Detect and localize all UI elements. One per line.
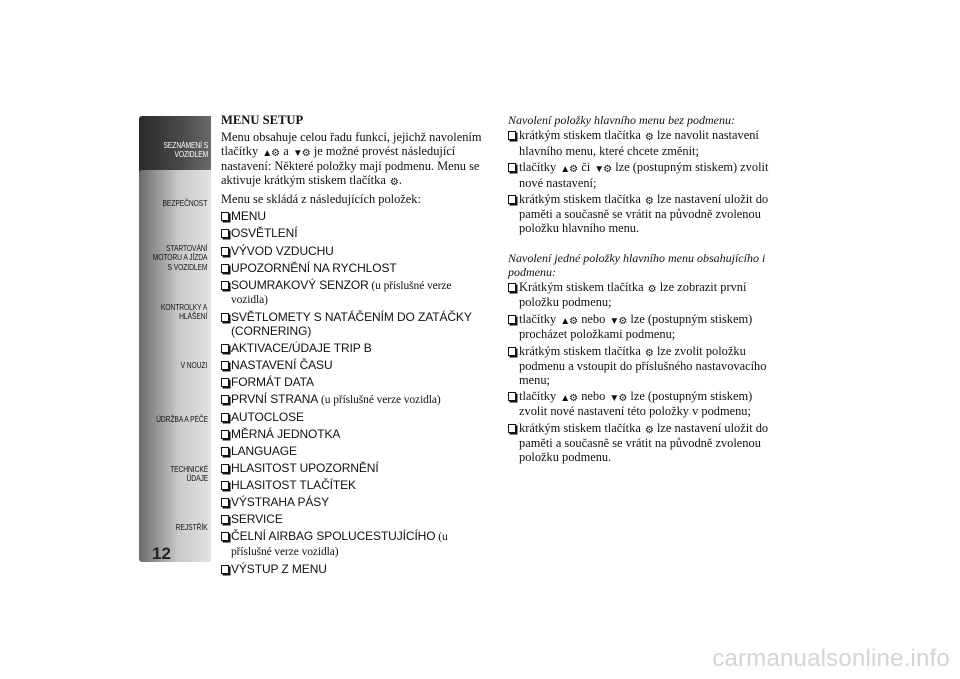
bullet-box-icon <box>221 532 229 541</box>
list-intro: Menu se skládá z následujících položek: <box>221 192 421 207</box>
bullet-box-icon <box>221 281 229 290</box>
subsection-heading: Navolení jedné položky hlavního menu obsahujícího i podmenu: <box>508 251 766 279</box>
chapter-sidebar <box>139 116 211 546</box>
list-item: AKTIVACE/ÚDAJE TRIP B <box>221 342 489 356</box>
list-item: krátkým stiskem tlačítka ⚙ lze nastavení uložit do paměti a současně se vrátit na původně zvolenou položku hlavního menu. <box>508 193 776 235</box>
chapter-tab-label: KONTROLKY A HLÁŠENÍ <box>161 302 208 321</box>
chapter-tab-label: TECHNICKÉ ÚDAJE <box>169 464 208 483</box>
list-item: FORMÁT DATA <box>221 376 489 390</box>
list-item: VÝSTRAHA PÁSY <box>221 496 489 510</box>
list-item: Krátkým stiskem tlačítka ⚙ lze zobrazit první položku podmenu; <box>508 281 776 310</box>
chapter-tab-label: BEZPEČNOST <box>163 199 208 209</box>
up-button-icon: ▲⚙ <box>560 315 578 327</box>
bullet-box-icon <box>221 344 229 353</box>
bullet-box-icon <box>221 498 229 507</box>
list-item: HLASITOST TLAČÍTEK <box>221 479 489 493</box>
up-button-icon: ▲⚙ <box>560 392 578 404</box>
bullet-box-icon <box>221 413 229 422</box>
bullet-box-icon <box>508 283 516 292</box>
down-button-icon: ▼⚙ <box>292 147 310 159</box>
chapter-tab-label: SEZNÁMENÍ S VOZIDLEM <box>163 140 208 159</box>
page-number: 12 <box>152 544 171 563</box>
intro-paragraph: Menu obsahuje celou řadu funkcí, jejichž navolením tlačítky ▲⚙ a ▼⚙ je možné provést následující nastavení: Některé položky mají podmenu. Menu se aktivuje krátkým stiskem tlačítka ⚙. <box>221 130 482 188</box>
list-item: LANGUAGE <box>221 445 489 459</box>
bullet-box-icon <box>221 481 229 490</box>
steps-list <box>508 129 776 235</box>
list-item: NASTAVENÍ ČASU <box>221 359 489 373</box>
chapter-tab-label: ÚDRŽBA A PÉČE <box>155 415 208 425</box>
bullet-box-icon <box>221 247 229 256</box>
list-item: PRVNÍ STRANA (u příslušné verze vozidla) <box>221 393 489 408</box>
up-button-icon: ▲⚙ <box>560 164 578 176</box>
menu-button-icon: ⚙ <box>389 176 398 188</box>
bullet-box-icon <box>508 424 516 433</box>
list-item: SERVICE <box>221 513 489 527</box>
section-heading: MENU SETUP <box>221 113 304 127</box>
list-item: UPOZORNĚNÍ NA RYCHLOST <box>221 262 489 276</box>
list-item: krátkým stiskem tlačítka ⚙ lze navolit nastavení hlavního menu, které chcete změnit; <box>508 129 776 158</box>
list-item: AUTOCLOSE <box>221 411 489 425</box>
list-item: tlačítky ▲⚙ či ▼⚙ lze (postupným stiskem) zvolit nové nastavení; <box>508 161 776 190</box>
bullet-box-icon <box>221 313 229 322</box>
chapter-tab-label: V NOUZI <box>181 361 208 371</box>
bullet-box-icon <box>221 447 229 456</box>
list-item: OSVĚTLENÍ <box>221 227 489 241</box>
chapter-tab-label: REJSTŘÍK <box>175 523 208 533</box>
bullet-box-icon <box>508 347 516 356</box>
list-item: SVĚTLOMETY S NATÁČENÍM DO ZATÁČKY (CORNERING) <box>221 311 489 338</box>
list-item: VÝSTUP Z MENU <box>221 563 489 577</box>
down-button-icon: ▼⚙ <box>609 315 627 327</box>
steps-list <box>508 281 776 464</box>
bullet-box-icon <box>508 195 516 204</box>
bullet-box-icon <box>221 430 229 439</box>
list-item: tlačítky ▲⚙ nebo ▼⚙ lze (postupným stiskem) procházet položkami podmenu; <box>508 313 776 342</box>
subsection-heading: Navolení položky hlavního menu bez podmenu: <box>508 113 735 127</box>
watermark: carmanualsonline.info <box>712 645 950 672</box>
list-item: krátkým stiskem tlačítka ⚙ lze nastavení uložit do paměti a současně se vrátit na původně zvolenou položku podmenu. <box>508 422 776 464</box>
list-item: tlačítky ▲⚙ nebo ▼⚙ lze (postupným stiskem) zvolit nové nastavení této položky v podmenu; <box>508 390 776 419</box>
bullet-box-icon <box>221 395 229 404</box>
bullet-box-icon <box>221 361 229 370</box>
bullet-box-icon <box>221 515 229 524</box>
list-item: ČELNÍ AIRBAG SPOLUCESTUJÍCÍHO (u příslušné verze vozidla) <box>221 530 489 559</box>
menu-button-icon: ⚙ <box>644 424 653 436</box>
list-item: SOUMRAKOVÝ SENZOR (u příslušné verze vozidla) <box>221 279 489 308</box>
menu-button-icon: ⚙ <box>644 132 653 144</box>
list-item: VÝVOD VZDUCHU <box>221 245 489 259</box>
bullet-box-icon <box>508 163 516 172</box>
list-item: HLASITOST UPOZORNĚNÍ <box>221 462 489 476</box>
bullet-box-icon <box>221 464 229 473</box>
bullet-box-icon <box>221 264 229 273</box>
menu-button-icon: ⚙ <box>644 347 653 359</box>
down-button-icon: ▼⚙ <box>594 164 612 176</box>
left-column <box>221 114 489 580</box>
bullet-box-icon <box>508 392 516 401</box>
right-column <box>508 114 776 467</box>
bullet-box-icon <box>508 131 516 140</box>
list-item: MĚRNÁ JEDNOTKA <box>221 428 489 442</box>
bullet-box-icon <box>508 315 516 324</box>
down-button-icon: ▼⚙ <box>609 392 627 404</box>
menu-button-icon: ⚙ <box>647 284 656 296</box>
bullet-box-icon <box>221 378 229 387</box>
list-item: krátkým stiskem tlačítka ⚙ lze zvolit položku podmenu a vstoupit do příslušného nastavovacího menu; <box>508 345 776 387</box>
menu-button-icon: ⚙ <box>644 196 653 208</box>
list-item: MENU <box>221 210 489 224</box>
up-button-icon: ▲⚙ <box>262 147 280 159</box>
chapter-tab-label: STARTOVÁNÍ MOTORU A JÍZDA S VOZIDLEM <box>153 243 208 272</box>
bullet-box-icon <box>221 229 229 238</box>
bullet-box-icon <box>221 565 229 574</box>
bullet-box-icon <box>221 212 229 221</box>
menu-items-list <box>221 210 489 576</box>
